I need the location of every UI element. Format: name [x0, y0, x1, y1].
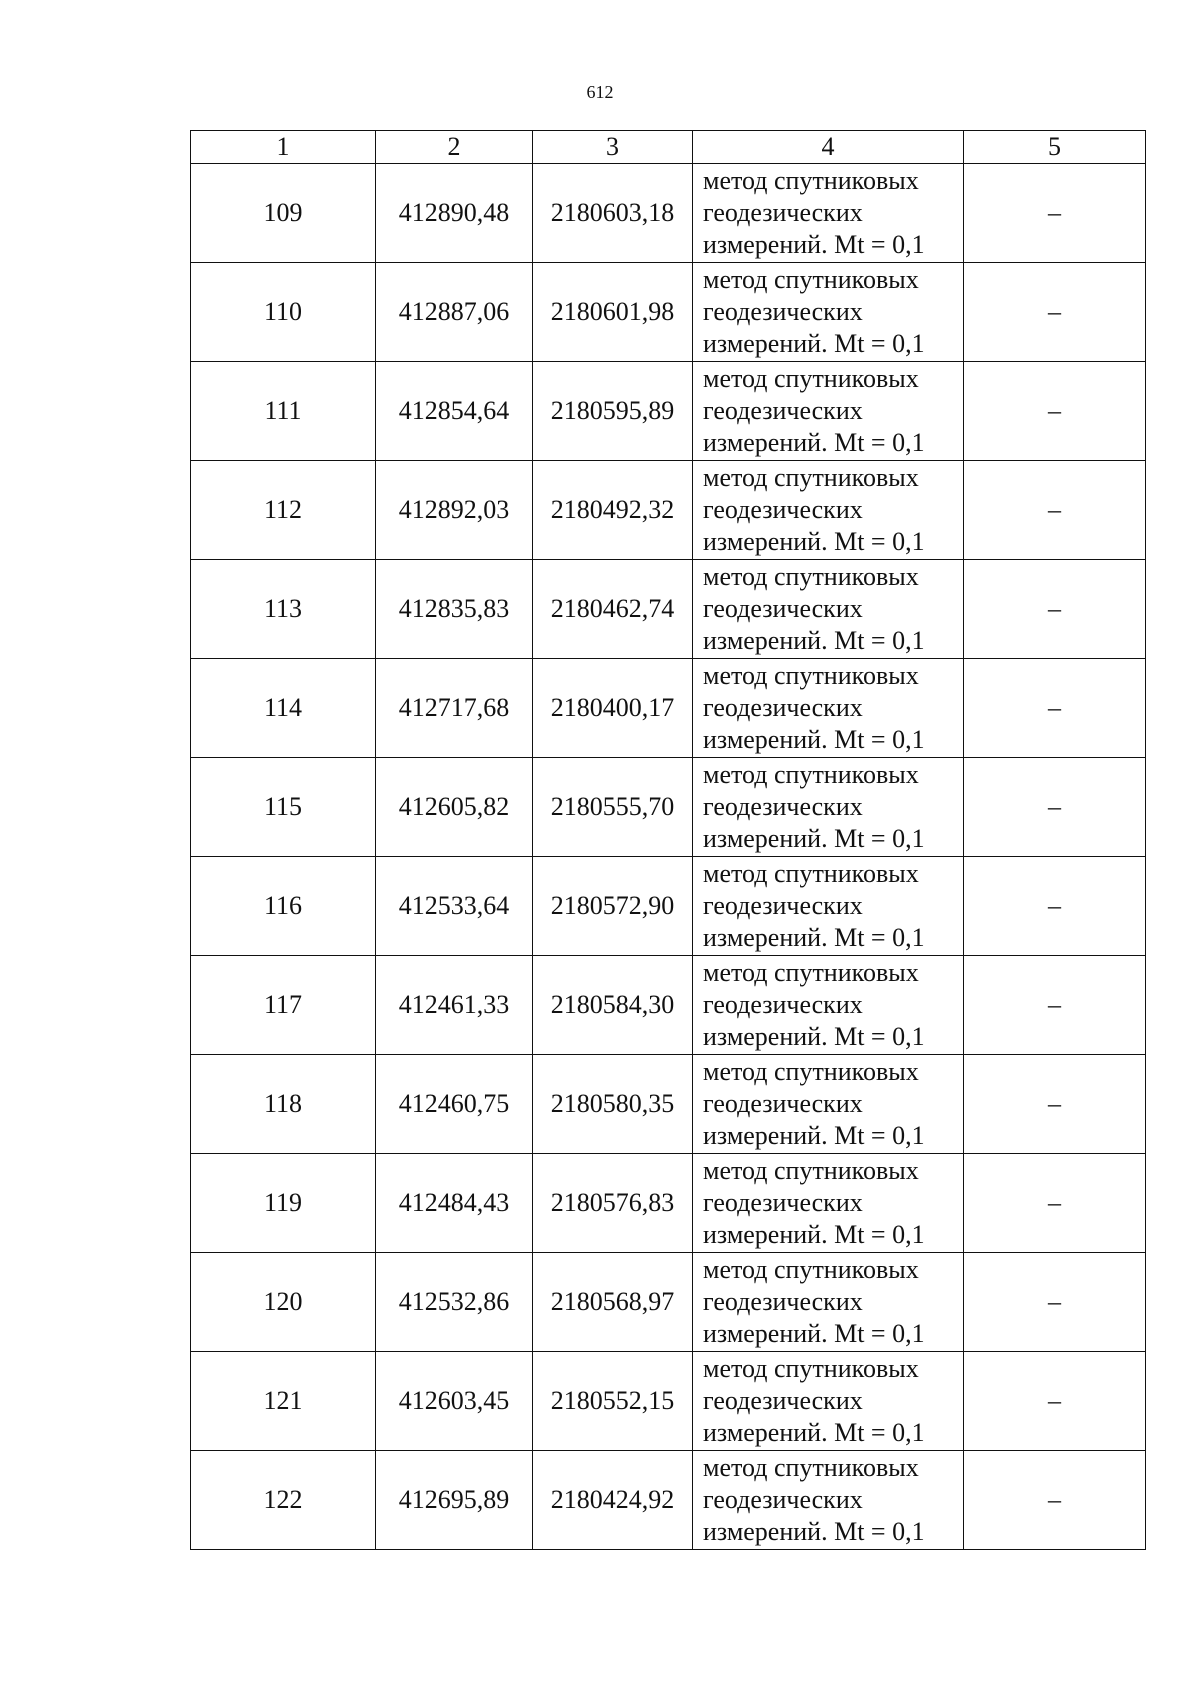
method-text-line-2: геодезических	[703, 297, 863, 326]
point-number-cell: 113	[191, 560, 376, 659]
note-cell: –	[964, 1451, 1146, 1550]
point-number-cell: 122	[191, 1451, 376, 1550]
method-text-line-3: измерений. Mt = 0,1	[703, 230, 925, 259]
method-text-line-1: метод спутниковых	[703, 1354, 919, 1383]
note-cell: –	[964, 758, 1146, 857]
note-cell: –	[964, 1055, 1146, 1154]
method-text-line-3: измерений. Mt = 0,1	[703, 428, 925, 457]
coordinate-x-cell: 412603,45	[376, 1352, 533, 1451]
method-text-line-3: измерений. Mt = 0,1	[703, 1418, 925, 1447]
method-text-line-3: измерений. Mt = 0,1	[703, 626, 925, 655]
point-number-cell: 115	[191, 758, 376, 857]
method-text-line-1: метод спутниковых	[703, 265, 919, 294]
point-number-cell: 114	[191, 659, 376, 758]
method-cell	[693, 1352, 964, 1451]
note-cell: –	[964, 263, 1146, 362]
coordinate-y-cell: 2180400,17	[533, 659, 693, 758]
table-row	[191, 758, 1146, 857]
table-row	[191, 263, 1146, 362]
coordinate-y-cell: 2180576,83	[533, 1154, 693, 1253]
point-number-cell: 110	[191, 263, 376, 362]
page-number: 612	[586, 82, 614, 102]
coordinate-x-cell: 412605,82	[376, 758, 533, 857]
coordinate-x-cell: 412892,03	[376, 461, 533, 560]
note-cell: –	[964, 1154, 1146, 1253]
table-row	[191, 1055, 1146, 1154]
method-cell	[693, 758, 964, 857]
coordinate-x-cell: 412717,68	[376, 659, 533, 758]
table-row	[191, 362, 1146, 461]
method-text-line-2: геодезических	[703, 693, 863, 722]
table-row	[191, 1154, 1146, 1253]
coordinate-y-cell: 2180603,18	[533, 164, 693, 263]
coordinate-x-cell: 412695,89	[376, 1451, 533, 1550]
method-text-line-1: метод спутниковых	[703, 364, 919, 393]
method-text-line-1: метод спутниковых	[703, 958, 919, 987]
point-number-cell: 116	[191, 857, 376, 956]
point-number-cell: 120	[191, 1253, 376, 1352]
point-number-cell: 109	[191, 164, 376, 263]
column-header-1: 1	[191, 131, 376, 164]
method-cell	[693, 857, 964, 956]
method-text-line-3: измерений. Mt = 0,1	[703, 725, 925, 754]
table-header-row	[191, 131, 1146, 164]
method-cell	[693, 461, 964, 560]
coordinate-y-cell: 2180601,98	[533, 263, 693, 362]
coordinate-y-cell: 2180595,89	[533, 362, 693, 461]
method-text-line-2: геодезических	[703, 1089, 863, 1118]
coordinate-y-cell: 2180424,92	[533, 1451, 693, 1550]
table-row	[191, 461, 1146, 560]
point-number-cell: 121	[191, 1352, 376, 1451]
coordinate-x-cell: 412854,64	[376, 362, 533, 461]
method-cell	[693, 1451, 964, 1550]
coordinate-y-cell: 2180492,32	[533, 461, 693, 560]
method-cell	[693, 560, 964, 659]
method-text-line-2: геодезических	[703, 594, 863, 623]
method-text-line-1: метод спутниковых	[703, 661, 919, 690]
method-cell	[693, 659, 964, 758]
coordinate-y-cell: 2180580,35	[533, 1055, 693, 1154]
method-text-line-2: геодезических	[703, 198, 863, 227]
coordinate-y-cell: 2180555,70	[533, 758, 693, 857]
method-text-line-2: геодезических	[703, 1287, 863, 1316]
coordinate-x-cell: 412890,48	[376, 164, 533, 263]
coordinate-y-cell: 2180584,30	[533, 956, 693, 1055]
column-header-5: 5	[964, 131, 1146, 164]
coordinate-x-cell: 412887,06	[376, 263, 533, 362]
column-header-3: 3	[533, 131, 693, 164]
coordinates-table	[190, 130, 1146, 1550]
method-text-line-3: измерений. Mt = 0,1	[703, 1517, 925, 1546]
note-cell: –	[964, 659, 1146, 758]
table-row	[191, 1253, 1146, 1352]
method-text-line-1: метод спутниковых	[703, 760, 919, 789]
method-text-line-3: измерений. Mt = 0,1	[703, 923, 925, 952]
method-text-line-3: измерений. Mt = 0,1	[703, 1220, 925, 1249]
point-number-cell: 119	[191, 1154, 376, 1253]
note-cell: –	[964, 857, 1146, 956]
coordinate-x-cell: 412532,86	[376, 1253, 533, 1352]
coordinate-x-cell: 412484,43	[376, 1154, 533, 1253]
coordinate-y-cell: 2180552,15	[533, 1352, 693, 1451]
table-row	[191, 857, 1146, 956]
note-cell: –	[964, 956, 1146, 1055]
method-text-line-1: метод спутниковых	[703, 562, 919, 591]
coordinate-x-cell: 412835,83	[376, 560, 533, 659]
coordinate-y-cell: 2180572,90	[533, 857, 693, 956]
table-body	[191, 164, 1146, 1550]
method-cell	[693, 362, 964, 461]
method-text-line-1: метод спутниковых	[703, 463, 919, 492]
table-row	[191, 1451, 1146, 1550]
column-header-4: 4	[693, 131, 964, 164]
method-text-line-3: измерений. Mt = 0,1	[703, 1319, 925, 1348]
method-text-line-1: метод спутниковых	[703, 1057, 919, 1086]
method-text-line-2: геодезических	[703, 1188, 863, 1217]
note-cell: –	[964, 1253, 1146, 1352]
method-cell	[693, 1253, 964, 1352]
table-row	[191, 1352, 1146, 1451]
method-text-line-3: измерений. Mt = 0,1	[703, 1121, 925, 1150]
method-text-line-3: измерений. Mt = 0,1	[703, 824, 925, 853]
method-text-line-1: метод спутниковых	[703, 1156, 919, 1185]
method-text-line-2: геодезических	[703, 891, 863, 920]
note-cell: –	[964, 560, 1146, 659]
note-cell: –	[964, 461, 1146, 560]
method-text-line-2: геодезических	[703, 990, 863, 1019]
method-text-line-3: измерений. Mt = 0,1	[703, 1022, 925, 1051]
method-text-line-1: метод спутниковых	[703, 166, 919, 195]
point-number-cell: 117	[191, 956, 376, 1055]
table-row	[191, 956, 1146, 1055]
method-text-line-2: геодезических	[703, 1386, 863, 1415]
method-cell	[693, 1055, 964, 1154]
method-cell	[693, 956, 964, 1055]
coordinate-y-cell: 2180462,74	[533, 560, 693, 659]
method-text-line-2: геодезических	[703, 495, 863, 524]
point-number-cell: 118	[191, 1055, 376, 1154]
column-header-2: 2	[376, 131, 533, 164]
coordinate-x-cell: 412460,75	[376, 1055, 533, 1154]
table-row	[191, 560, 1146, 659]
note-cell: –	[964, 164, 1146, 263]
coordinate-x-cell: 412533,64	[376, 857, 533, 956]
method-text-line-1: метод спутниковых	[703, 1255, 919, 1284]
point-number-cell: 111	[191, 362, 376, 461]
point-number-cell: 112	[191, 461, 376, 560]
method-cell	[693, 1154, 964, 1253]
method-text-line-1: метод спутниковых	[703, 1453, 919, 1482]
coordinate-y-cell: 2180568,97	[533, 1253, 693, 1352]
note-cell: –	[964, 1352, 1146, 1451]
method-text-line-2: геодезических	[703, 1485, 863, 1514]
table-row	[191, 659, 1146, 758]
table-row	[191, 164, 1146, 263]
method-text-line-2: геодезических	[703, 792, 863, 821]
note-cell: –	[964, 362, 1146, 461]
method-text-line-2: геодезических	[703, 396, 863, 425]
method-text-line-3: измерений. Mt = 0,1	[703, 329, 925, 358]
method-text-line-3: измерений. Mt = 0,1	[703, 527, 925, 556]
method-cell	[693, 263, 964, 362]
method-cell	[693, 164, 964, 263]
method-text-line-1: метод спутниковых	[703, 859, 919, 888]
coordinate-x-cell: 412461,33	[376, 956, 533, 1055]
